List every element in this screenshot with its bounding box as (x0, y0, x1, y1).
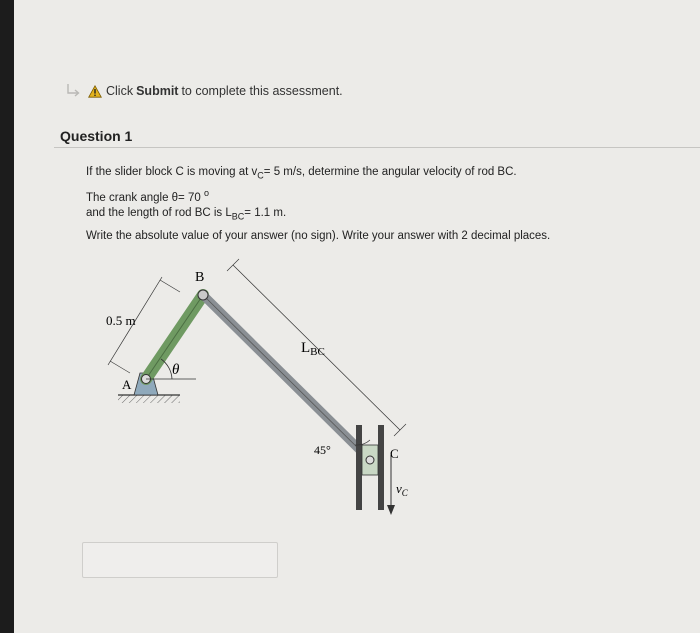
guide-right (378, 425, 384, 510)
question-line-1: If the slider block C is moving at $v_C= 5$ m/s, determine the angular velocity of rod BC. (86, 166, 517, 181)
label-c: C (390, 446, 399, 461)
mechanism-diagram (100, 255, 450, 535)
notice-submit-word: Submit (136, 84, 179, 98)
notice-text-suffix: to complete this assessment. (181, 84, 343, 98)
screen-edge (0, 0, 14, 633)
label-vc: $v_C$ (396, 481, 408, 498)
pin-c (366, 456, 374, 464)
submit-notice (64, 82, 343, 100)
label-length: 0.5 m (106, 313, 136, 328)
label-b: B (195, 270, 205, 285)
label-a: A (122, 377, 132, 392)
label-angle: 45° (314, 443, 331, 457)
label-theta: θ (172, 362, 180, 378)
return-arrow-icon (64, 82, 82, 100)
question-line-2: The crank angle θ= 70 $^o$ (86, 188, 209, 204)
question-title: Question 1 (60, 128, 133, 144)
warning-icon (88, 85, 102, 98)
question-line-4: Write the absolute value of your answer (no sign). Write your answer with 2 decimal places. (86, 230, 551, 242)
guide-left (356, 425, 362, 510)
divider (54, 147, 700, 148)
label-lbc: $L_{BC}$ (301, 340, 325, 358)
question-line-3: and the length of rod BC is $L_{BC}= 1.1$ m. (86, 207, 287, 222)
pin-b (198, 290, 208, 300)
notice-text-prefix: Click (106, 84, 134, 98)
answer-input[interactable] (82, 542, 278, 578)
ground-hatch (118, 395, 180, 403)
